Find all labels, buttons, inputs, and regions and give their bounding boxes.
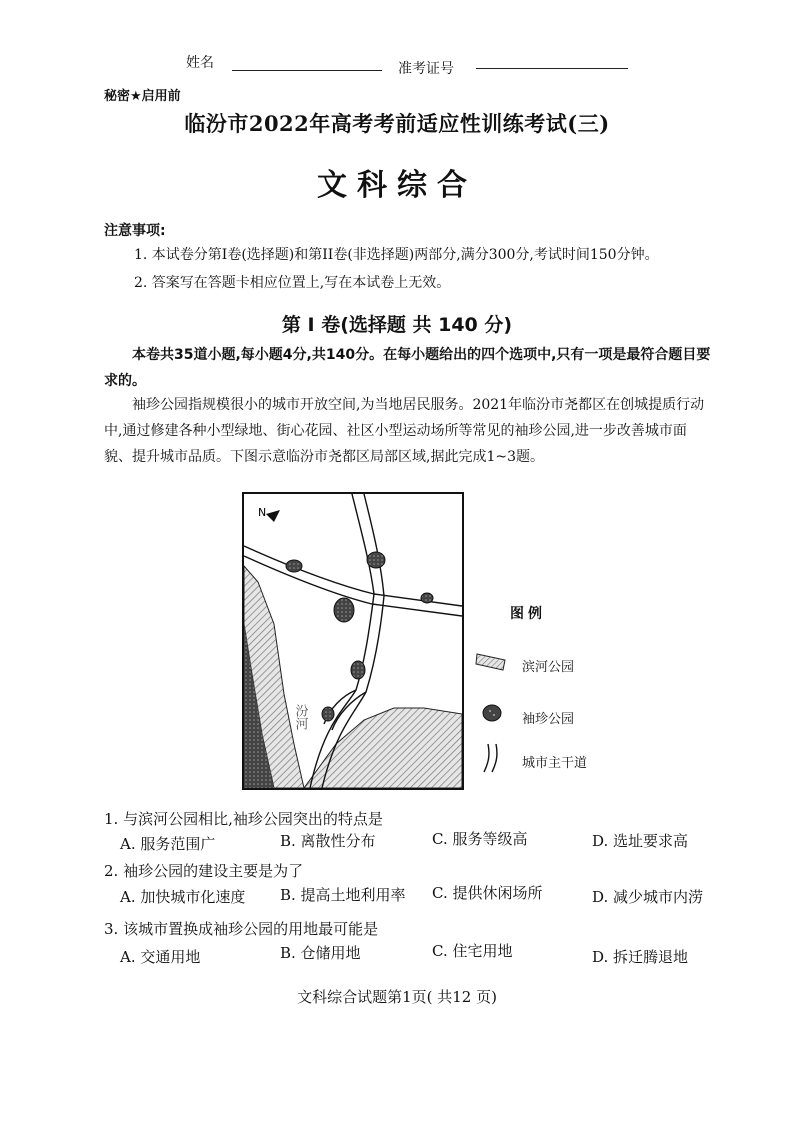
q2-option-a: A. 加快城市化速度 bbox=[120, 888, 246, 906]
q1-option-a: A. 服务范围广 bbox=[120, 835, 216, 853]
pocket-park-swatch bbox=[480, 702, 504, 724]
map-figure bbox=[242, 492, 464, 790]
question-2-stem: 2. 袖珍公园的建设主要是为了 bbox=[104, 862, 304, 880]
legend-pocket-park: 袖珍公园 bbox=[522, 712, 575, 727]
legend-riverside-park: 滨河公园 bbox=[522, 660, 575, 675]
riverside-park-swatch bbox=[474, 650, 508, 672]
question-3-stem: 3. 该城市置换成袖珍公园的用地最可能是 bbox=[104, 920, 379, 938]
subject-title: 文科综合 bbox=[317, 168, 477, 203]
main-road-swatch bbox=[480, 742, 504, 774]
note-item-1: 1. 本试卷分第I卷(选择题)和第II卷(非选择题)两部分,满分300分,考试时间150分钟。 bbox=[134, 247, 659, 263]
q2-option-d: D. 减少城市内涝 bbox=[592, 888, 704, 906]
q2-option-c: C. 提供休闲场所 bbox=[432, 884, 543, 902]
note-item-2: 2. 答案写在答题卡相应位置上,写在本试卷上无效。 bbox=[134, 275, 451, 291]
legend-title: 图例 bbox=[510, 606, 546, 622]
section-title: 第 I 卷(选择题 共 140 分) bbox=[281, 314, 513, 336]
exam-no-label: 准考证号 bbox=[398, 61, 454, 77]
notes-heading: 注意事项: bbox=[104, 223, 166, 239]
q3-option-b: B. 仓储用地 bbox=[280, 944, 361, 962]
name-label: 姓名 bbox=[186, 55, 214, 71]
river-label: 汾河 bbox=[292, 704, 308, 730]
q3-option-c: C. 住宅用地 bbox=[432, 942, 513, 960]
question-1-stem: 1. 与滨河公园相比,袖珍公园突出的特点是 bbox=[104, 810, 383, 828]
q2-option-b: B. 提高土地利用率 bbox=[280, 886, 406, 904]
map-svg bbox=[244, 494, 462, 788]
q1-option-d: D. 选址要求高 bbox=[592, 832, 689, 850]
q1-option-b: B. 离散性分布 bbox=[280, 832, 376, 850]
legend-main-road: 城市主干道 bbox=[522, 756, 588, 771]
page-footer: 文科综合试题第1页( 共12 页) bbox=[297, 988, 497, 1006]
secret-mark: 秘密★启用前 bbox=[104, 89, 181, 104]
q3-option-a: A. 交通用地 bbox=[120, 948, 201, 966]
north-arrow-icon bbox=[266, 510, 280, 522]
q1-option-c: C. 服务等级高 bbox=[432, 830, 528, 848]
name-line bbox=[232, 70, 382, 71]
exam-no-line bbox=[476, 68, 628, 69]
north-label: N bbox=[258, 506, 267, 519]
exam-title: 临汾市2022年高考考前适应性训练考试(三) bbox=[184, 111, 610, 136]
passage: 袖珍公园指规模很小的城市开放空间,为当地居民服务。2021年临汾市尧都区在创城提质行动中,通过修建各种小型绿地、街心花园、社区小型运动场所等常见的袖珍公园,进一步改善城市面貌、提升城市品质。下图示意临汾市尧都区局部区域,据此完成1~3题。 bbox=[104, 397, 705, 465]
q3-option-d: D. 拆迁腾退地 bbox=[592, 948, 689, 966]
section-intro: 本卷共35道小题,每小题4分,共140分。在每小题给出的四个选项中,只有一项是最符合题目要求的。 bbox=[104, 347, 711, 389]
